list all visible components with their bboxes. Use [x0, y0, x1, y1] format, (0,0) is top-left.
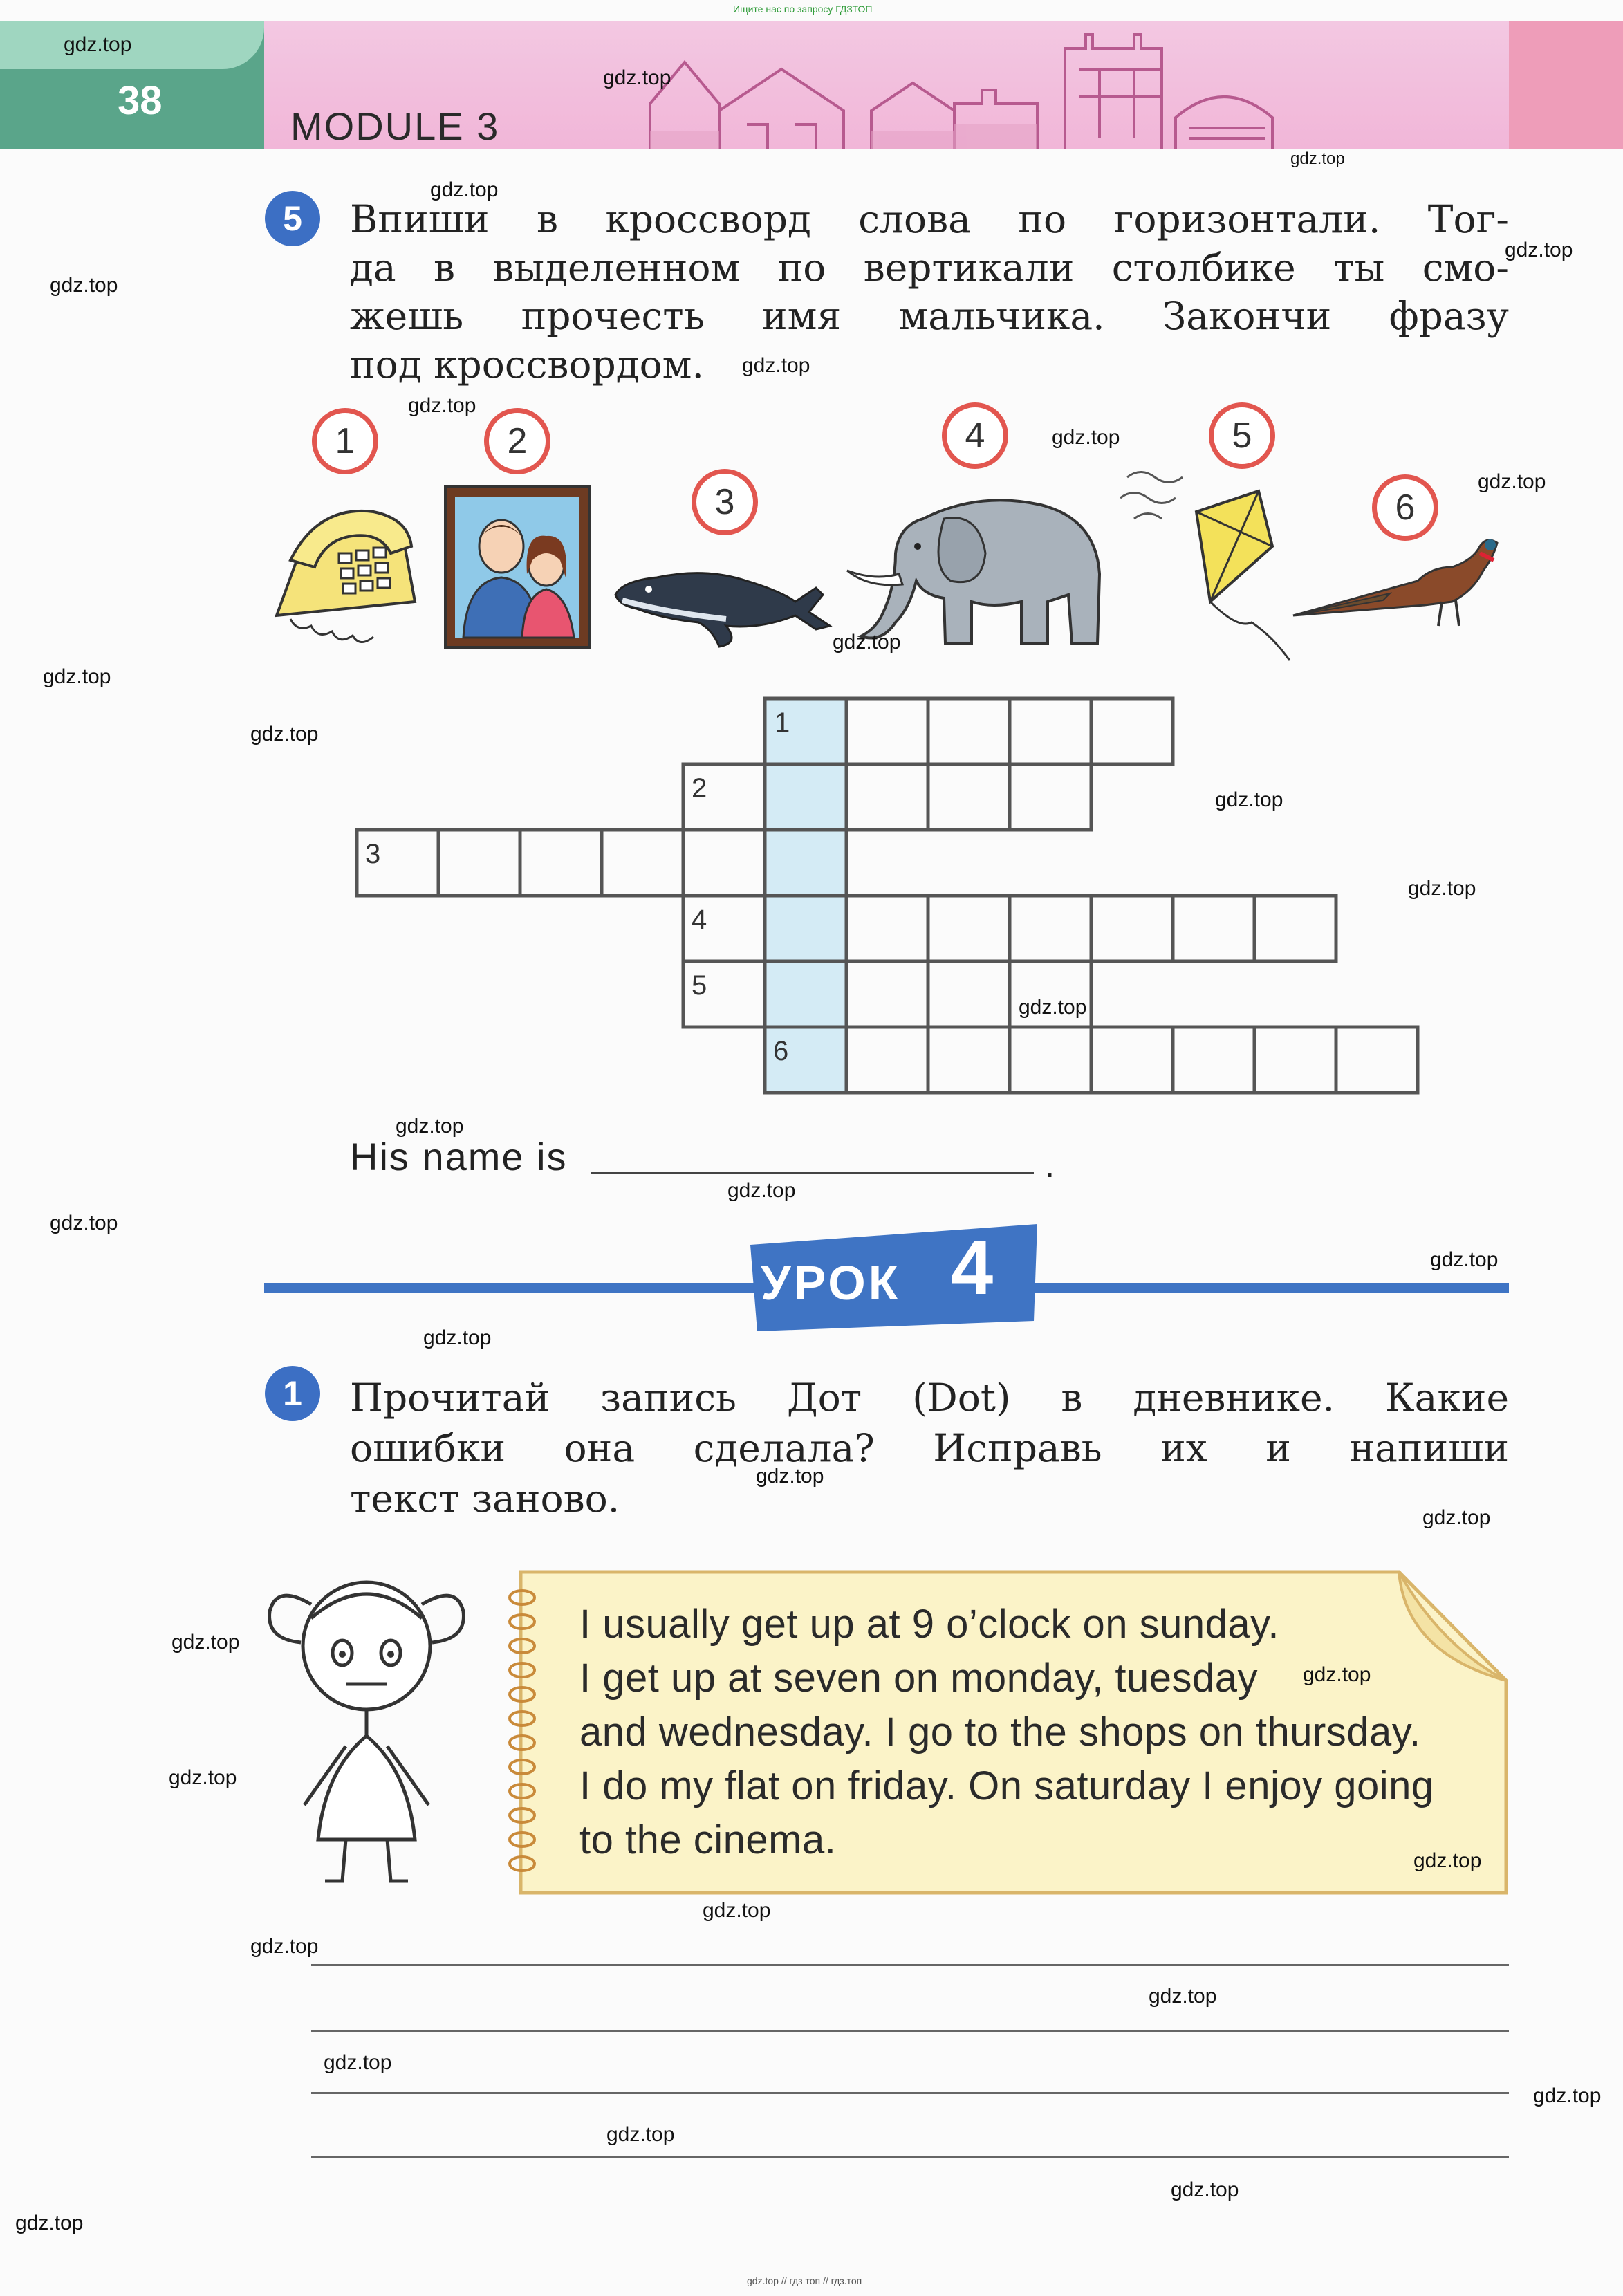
instruction-line: текст заново. — [350, 1476, 620, 1521]
answer-line-2[interactable] — [311, 2030, 1509, 2032]
answer-line-3[interactable] — [311, 2092, 1509, 2094]
diary-line: I do my flat on friday. On saturday I enjoy going — [579, 1763, 1434, 1808]
picture-number-2: 2 — [484, 408, 550, 474]
answer-line-4[interactable] — [311, 2156, 1509, 2158]
diary-text — [579, 1598, 1478, 1867]
watermark: gdz.top — [742, 354, 810, 377]
watermark: gdz.top — [727, 1179, 796, 1202]
page-number: 38 — [118, 78, 163, 123]
lesson-word: УРОК — [761, 1256, 901, 1310]
watermark: gdz.top — [1171, 2178, 1239, 2201]
his-name-answer-line[interactable] — [591, 1172, 1034, 1174]
clue-number-6: 6 — [773, 1036, 789, 1066]
clue-number-2: 2 — [692, 773, 707, 804]
watermark: gdz.top — [1149, 1985, 1217, 2008]
watermark: gdz.top — [1408, 877, 1476, 900]
clue-number-3: 3 — [365, 839, 381, 869]
picture-number-1: 1 — [312, 408, 378, 474]
watermark: gdz.top — [1413, 1849, 1482, 1872]
watermark: gdz.top — [1303, 1663, 1371, 1686]
clue-number-5: 5 — [692, 970, 707, 1001]
diary-line: to the cinema. — [579, 1817, 837, 1862]
instruction-line: да в выделенном по вертикали столбике ты смо- — [350, 246, 1509, 290]
instruction-line: жешь прочесть имя мальчика. Закончи фразу — [350, 294, 1509, 338]
watermark: gdz.top — [606, 2123, 675, 2146]
instruction-line: Впиши в кроссворд слова по горизонтали. Тог- — [350, 197, 1509, 241]
watermark: gdz.top — [324, 2051, 392, 2074]
watermark: gdz.top — [64, 33, 132, 56]
watermark: gdz.top — [1215, 788, 1283, 811]
answer-line-1[interactable] — [311, 1964, 1509, 1966]
watermark: gdz.top — [1422, 1506, 1491, 1529]
picture-number-4: 4 — [942, 402, 1008, 469]
crossword-grid — [0, 0, 1623, 1120]
diary-line: and wednesday. I go to the shops on thursday. — [579, 1710, 1421, 1755]
watermark: gdz.top — [1478, 470, 1546, 493]
watermark: gdz.top — [171, 1631, 240, 1654]
diary-line: I get up at seven on monday, tuesday — [579, 1656, 1259, 1701]
his-name-period: . — [1044, 1142, 1055, 1185]
watermark: gdz.top — [1290, 149, 1345, 168]
watermark: gdz.top — [1505, 239, 1573, 261]
watermark: gdz.top — [833, 631, 901, 654]
watermark: gdz.top — [603, 66, 671, 89]
clue-number-4: 4 — [692, 905, 707, 935]
module-title: MODULE 3 — [290, 104, 500, 148]
instruction-line: Прочитай запись Дот (Dot) в дневнике. Какие — [350, 1376, 1509, 1420]
exercise-1-instruction — [350, 1373, 1509, 1524]
watermark: gdz.top — [756, 1465, 824, 1488]
top-notice: Ищите нас по запросу ГДЗТОП — [733, 3, 873, 15]
watermark: gdz.top — [43, 665, 111, 688]
bottom-notice: gdz.top // гдз топ // гдз.топ — [747, 2275, 862, 2286]
watermark: gdz.top — [396, 1115, 464, 1138]
his-name-sentence: His name is — [350, 1135, 568, 1178]
watermark: gdz.top — [15, 2212, 84, 2234]
watermark: gdz.top — [50, 1212, 118, 1234]
exercise-1-badge: 1 — [265, 1366, 320, 1421]
watermark: gdz.top — [1019, 996, 1087, 1019]
watermark: gdz.top — [703, 1899, 771, 1922]
diary-line: I usually get up at 9 o’clock on sunday. — [579, 1602, 1279, 1647]
watermark: gdz.top — [250, 1935, 319, 1958]
instruction-line: под кроссвордом. — [350, 342, 704, 387]
watermark: gdz.top — [50, 274, 118, 297]
watermark: gdz.top — [169, 1766, 237, 1789]
watermark: gdz.top — [430, 178, 499, 201]
girl-illustration — [263, 1563, 470, 1888]
watermark: gdz.top — [1533, 2084, 1602, 2107]
watermark: gdz.top — [250, 723, 319, 746]
watermark: gdz.top — [423, 1326, 492, 1349]
watermark: gdz.top — [1430, 1248, 1499, 1271]
picture-number-5: 5 — [1209, 402, 1275, 469]
watermark: gdz.top — [408, 394, 476, 417]
picture-number-3: 3 — [692, 469, 758, 535]
instruction-line: ошибки она сделала? Исправь их и напиши — [350, 1426, 1509, 1470]
watermark: gdz.top — [1052, 426, 1120, 449]
exercise-5-badge: 5 — [265, 191, 320, 246]
clue-number-1: 1 — [775, 707, 790, 738]
crossword-cells — [357, 698, 1418, 1093]
lesson-number: 4 — [951, 1225, 994, 1311]
picture-number-6: 6 — [1372, 474, 1438, 541]
